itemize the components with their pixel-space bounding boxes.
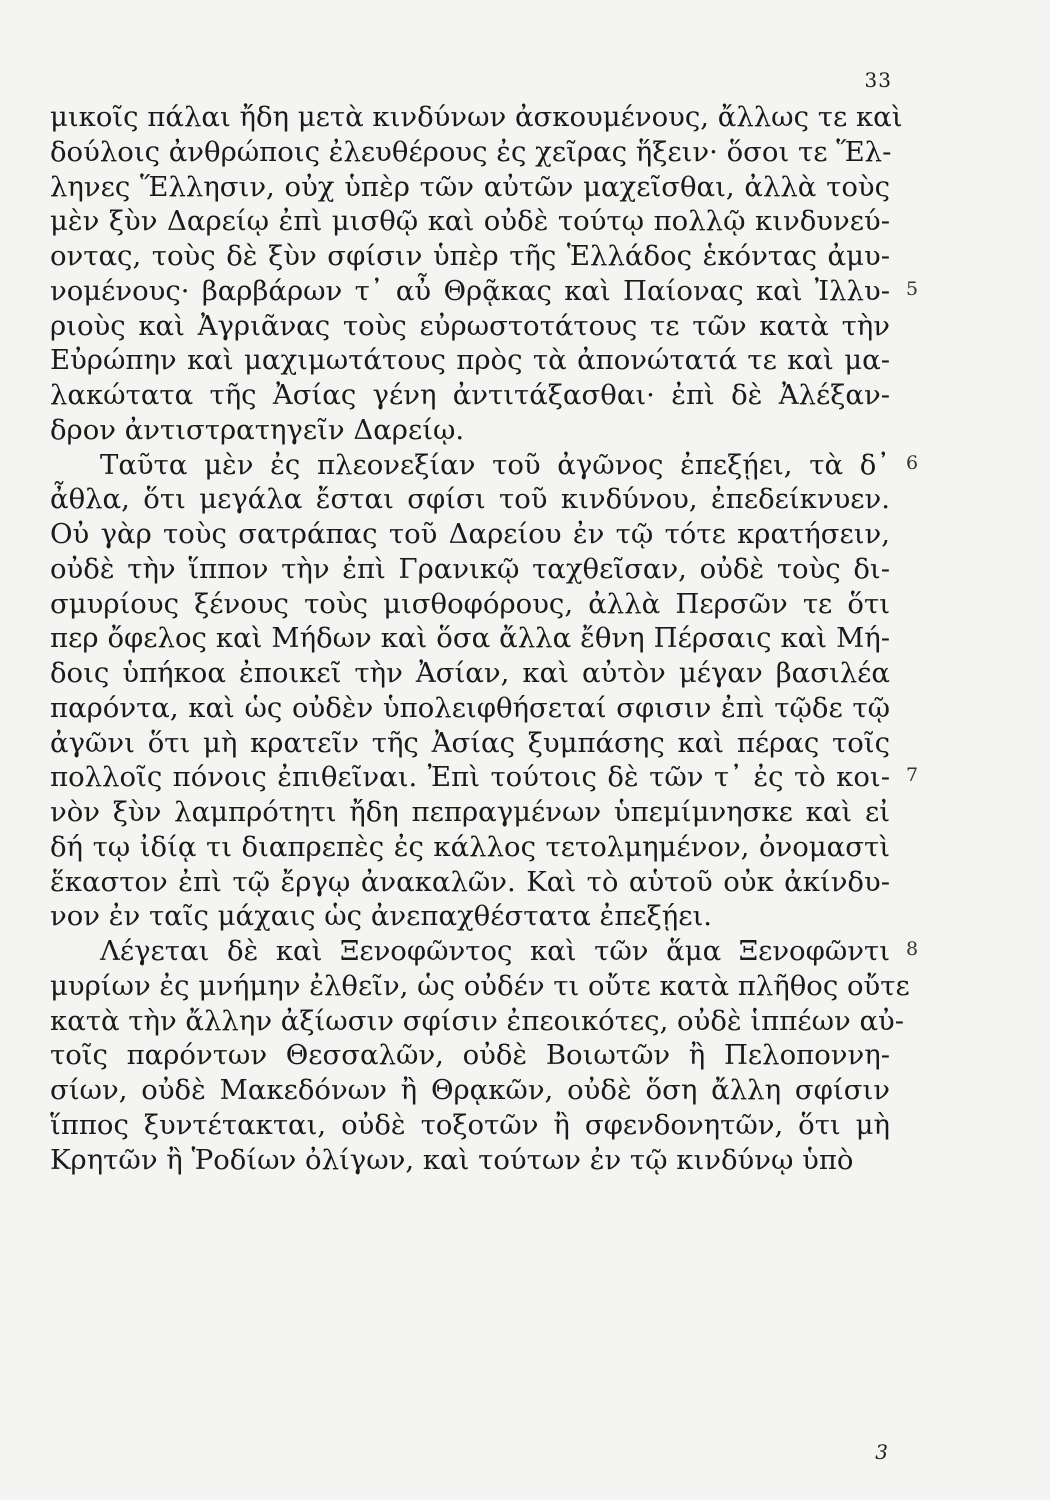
text-line: Οὐ γὰρ τοὺς σατράπας τοῦ Δαρείου ἐν τῷ τότε κρατήσειν, [50,518,890,550]
text-line: Λέγεται δὲ καὶ Ξενοφῶντος καὶ τῶν ἅμα Ξενοφῶντι [100,935,890,967]
page-number: 33 [864,68,892,92]
text-line: κατὰ τὴν ἄλλην ἀξίωσιν σφίσιν ἐπεοικότες, οὐδὲ ἱππέων αὐ- [50,1004,905,1037]
text-line: Εὐρώπην καὶ μαχιμωτάτους πρὸς τὰ ἀπονώτατά τε καὶ μα- [50,344,890,377]
text-line: Ταῦτα μὲν ἐς πλεονεξίαν τοῦ ἀγῶνος ἐπεξῄει, τὰ δ᾽ [100,448,890,481]
text-line: δρον ἀντιστρατηγεῖν Δαρείῳ. [50,413,465,446]
text-line: δούλοις ἀνθρώποις ἐλευθέρους ἐς χεῖρας ἥξειν· ὅσοι τε Ἕλ- [50,135,892,168]
text-line: μὲν ξὺν Δαρείῳ ἐπὶ μισθῷ καὶ οὐδὲ τούτῳ πολλῷ κινδυνεύ- [50,205,890,238]
text-line: λακώτατα τῆς Ἀσίας γένη ἀντιτάξασθαι· ἐπὶ δὲ Ἀλέξαν- [50,379,890,411]
text-line: περ ὄφελος καὶ Μήδων καὶ ὅσα ἄλλα ἔθνη Πέρσαις καὶ Μή- [50,622,890,655]
text-line: ἕκαστον ἐπὶ τῷ ἔργῳ ἀνακαλῶν. Καὶ τὸ αὑτοῦ οὐκ ἀκίνδυ- [50,865,890,898]
text-line: δοις ὑπήκοα ἐποικεῖ τὴν Ἀσίαν, καὶ αὐτὸν μέγαν βασιλέα [50,657,890,689]
text-line: οντας, τοὺς δὲ ξὺν σφίσιν ὑπὲρ τῆς Ἑλλάδος ἑκόντας ἀμυ- [50,240,890,272]
section-number: 5 [906,277,919,300]
text-line: σίων, οὐδὲ Μακεδόνων ἢ Θρᾳκῶν, οὐδὲ ὅση ἄλλη σφίσιν [50,1074,890,1106]
text-line: ἵππος ξυντέτακται, οὐδὲ τοξοτῶν ἢ σφενδονητῶν, ὅτι μὴ [50,1108,890,1141]
text-line: ριοὺς καὶ Ἀγριᾶνας τοὺς εὐρωστοτάτους τε τῶν κατὰ τὴν [50,309,890,342]
text-line: οὐδὲ τὴν ἵππον τὴν ἐπὶ Γρανικῷ ταχθεῖσαν, οὐδὲ τοὺς δι- [50,552,890,585]
text-line: τοῖς παρόντων Θεσσαλῶν, οὐδὲ Βοιωτῶν ἢ Πελοποννη- [50,1039,890,1072]
text-line: ἆθλα, ὅτι μεγάλα ἔσται σφίσι τοῦ κινδύνου, ἐπεδείκνυεν. [50,483,890,516]
section-number: 7 [906,764,919,787]
signature-mark: 3 [875,1440,888,1464]
section-number: 8 [906,938,919,960]
text-line: ληνες Ἕλλησιν, οὐχ ὑπὲρ τῶν αὐτῶν μαχεῖσθαι, ἀλλὰ τοὺς [50,170,890,203]
text-line: νομένους· βαρβάρων τ᾽ αὖ Θρᾷκας καὶ Παίονας καὶ Ἰλλυ- [50,274,890,307]
text-line: παρόντα, καὶ ὡς οὐδὲν ὑπολειφθήσεταί σφισιν ἐπὶ τῷδε τῷ [50,691,890,724]
text-line: δή τῳ ἰδίᾳ τι διαπρεπὲς ἐς κάλλος τετολμημένον, ὀνομαστὶ [50,830,890,863]
text-line: νὸν ξὺν λαμπρότητι ἤδη πεπραγμένων ὑπεμίμνησκε καὶ εἰ [50,796,890,828]
text-line: μυρίων ἐς μνήμην ἐλθεῖν, ὡς οὐδέν τι οὔτε κατὰ πλῆθος οὔτε [50,969,910,1002]
text-block [50,100,910,1177]
text-line: πολλοῖς πόνοις ἐπιθεῖναι. Ἐπὶ τούτοις δὲ τῶν τ᾽ ἐς τὸ κοι- [50,761,890,794]
text-line: μικοῖς πάλαι ἤδη μετὰ κινδύνων ἀσκουμένους, ἄλλως τε καὶ [50,101,903,133]
text-line: Κρητῶν ἢ Ῥοδίων ὀλίγων, καὶ τούτων ἐν τῷ κινδύνῳ ὑπὸ [50,1143,854,1176]
text-line: νον ἐν ταῖς μάχαις ὡς ἀνεπαχθέστατα ἐπεξῄει. [50,900,713,933]
section-number: 6 [906,451,919,474]
text-line: ἀγῶνι ὅτι μὴ κρατεῖν τῆς Ἀσίας ξυμπάσης καὶ πέρας τοῖς [50,726,890,759]
text-line: σμυρίους ξένους τοὺς μισθοφόρους, ἀλλὰ Περσῶν τε ὅτι [50,587,890,620]
